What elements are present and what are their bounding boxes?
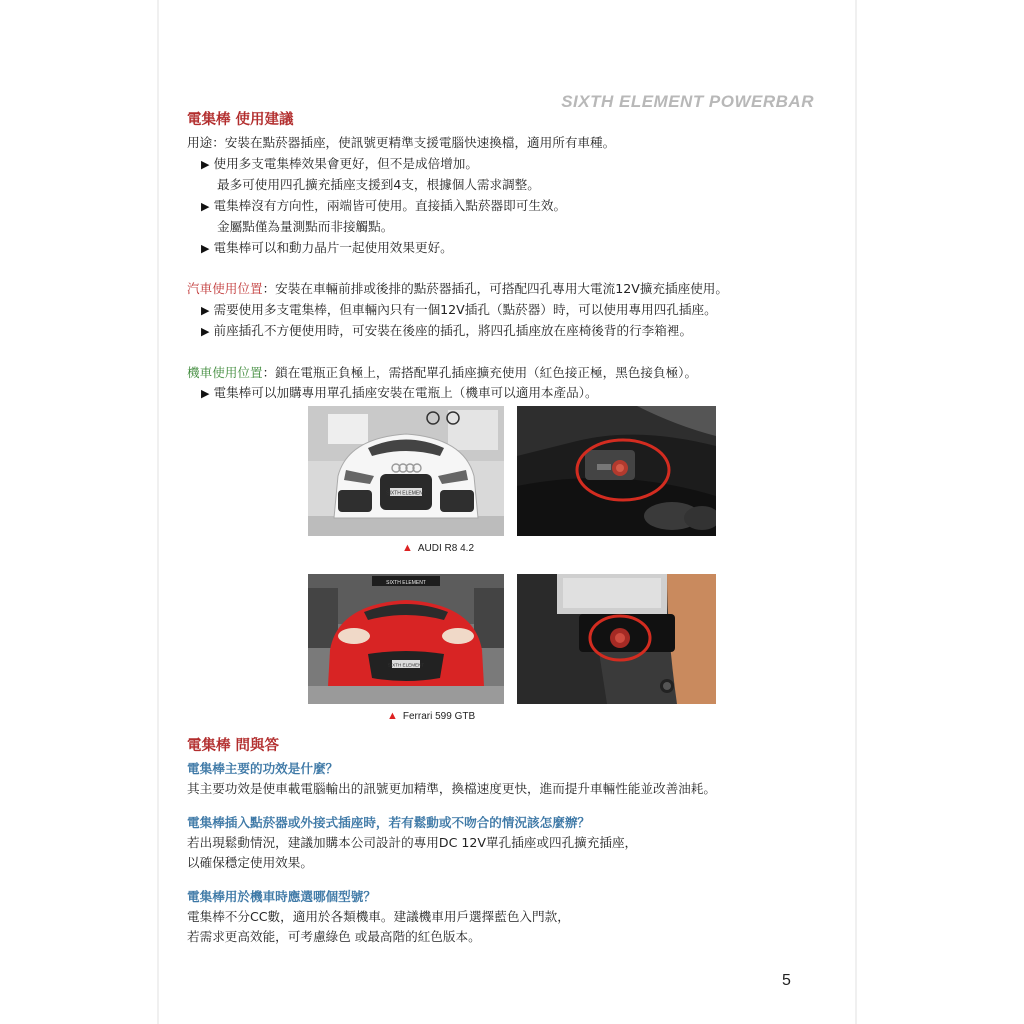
bullet-triangle-icon: ▶ xyxy=(201,199,210,213)
faq-title: 電集棒 問與答 xyxy=(187,738,280,754)
car-bullet-2: ▶ 前座插孔不方便使用時，可安裝在後座的插孔，將四孔插座放在座椅後背的行李箱裡。 xyxy=(201,323,693,338)
moto-bullet-1: ▶ 電集棒可以加購專用單孔插座安裝在電瓶上（機車可以適用本產品）。 xyxy=(201,385,598,400)
ferrari-plate-text: SIXTH ELEMENT xyxy=(387,662,425,668)
car-position: 汽車使用位置：安裝在車輛前排或後排的點菸器插孔，可搭配四孔專用大電流12V擴充插座使用。 xyxy=(187,281,728,296)
bullet-triangle-icon: ▶ xyxy=(201,387,210,400)
moto-position: 機車使用位置：鎖在電瓶正負極上，需搭配單孔插座擴充使用（紅色接正極，黑色接負極）。 xyxy=(187,364,698,380)
audi-socket-illustration xyxy=(517,406,716,536)
page-number: 5 xyxy=(782,972,791,989)
car-position-label: 汽車使用位置 xyxy=(187,281,263,296)
brand-header: SIXTH ELEMENT POWERBAR xyxy=(561,92,814,111)
faq-question-1: 電集棒主要的功效是什麼？ xyxy=(187,761,339,776)
bullet-triangle-icon: ▶ xyxy=(201,241,210,255)
caption-ferrari: ▲ Ferrari 599 GTB xyxy=(387,710,476,722)
bullet-triangle-icon: ▶ xyxy=(201,157,210,171)
content xyxy=(187,110,847,405)
photo-audi-socket xyxy=(517,406,716,536)
usage-bullet-3: ▶ 電集棒可以和動力晶片一起使用效果更好。 xyxy=(201,239,453,255)
caption-audi: ▲ AUDI R8 4.2 xyxy=(402,542,475,554)
ferrari-socket-illustration xyxy=(517,574,716,704)
usage-bullet-2: ▶ 電集棒沒有方向性，兩端皆可使用。直接插入點菸器即可生效。 xyxy=(201,197,567,213)
caption-triangle-icon: ▲ xyxy=(387,710,398,722)
moto-position-label: 機車使用位置 xyxy=(187,364,263,380)
ferrari-banner-text: SIXTH ELEMENT xyxy=(386,580,426,586)
usage-title: 電集棒 使用建議 xyxy=(187,112,294,128)
faq-answer-2-line-2: 以確保穩定使用效果。 xyxy=(187,855,313,870)
bullet-triangle-icon: ▶ xyxy=(201,325,210,338)
faq-answer-2-line-1: 若出現鬆動情況，建議加購本公司設計的專用DC 12V單孔插座或四孔擴充插座， xyxy=(187,835,638,850)
usage-bullet-2-sub: 金屬點僅為量測點而非接觸點。 xyxy=(217,219,394,234)
usage-purpose: 用途：安裝在點菸器插座，使訊號更精準支援電腦快速換檔，適用所有車種。 xyxy=(187,135,616,150)
photo-ferrari-599 xyxy=(308,574,504,704)
faq-answer-3-line-1: 電集棒不分CC數，適用於各類機車。建議機車用戶選擇藍色入門款， xyxy=(187,909,570,924)
ferrari-illustration xyxy=(308,574,504,704)
audi-r8-illustration xyxy=(308,406,504,536)
usage-bullet-1: ▶ 使用多支電集棒效果會更好，但不是成倍增加。 xyxy=(201,155,478,171)
bullet-triangle-icon: ▶ xyxy=(201,303,210,317)
photo-ferrari-socket xyxy=(517,574,716,704)
faq-section xyxy=(187,736,847,947)
faq-question-3: 電集棒用於機車時應選哪個型號？ xyxy=(187,889,376,904)
faq-answer-1: 其主要功效是使車載電腦輸出的訊號更加精準，換檔速度更快，進而提升車輛性能並改善油耗。 xyxy=(187,781,716,796)
audi-plate-text: SIXTH ELEMENT xyxy=(386,490,426,497)
photo-audi-r8 xyxy=(308,406,504,536)
faq-question-2: 電集棒插入點菸器或外接式插座時，若有鬆動或不吻合的情況該怎麼辦？ xyxy=(187,815,590,830)
usage-bullet-1-sub: 最多可使用四孔擴充插座支援到4支，根據個人需求調整。 xyxy=(217,177,540,192)
caption-triangle-icon: ▲ xyxy=(402,542,413,554)
faq-answer-3-line-2: 若需求更高效能，可考慮綠色 或最高階的紅色版本。 xyxy=(187,929,481,944)
car-bullet-1: ▶ 需要使用多支電集棒，但車輛內只有一個12V插孔（點菸器）時，可以使用專用四孔插座。 xyxy=(201,301,717,317)
